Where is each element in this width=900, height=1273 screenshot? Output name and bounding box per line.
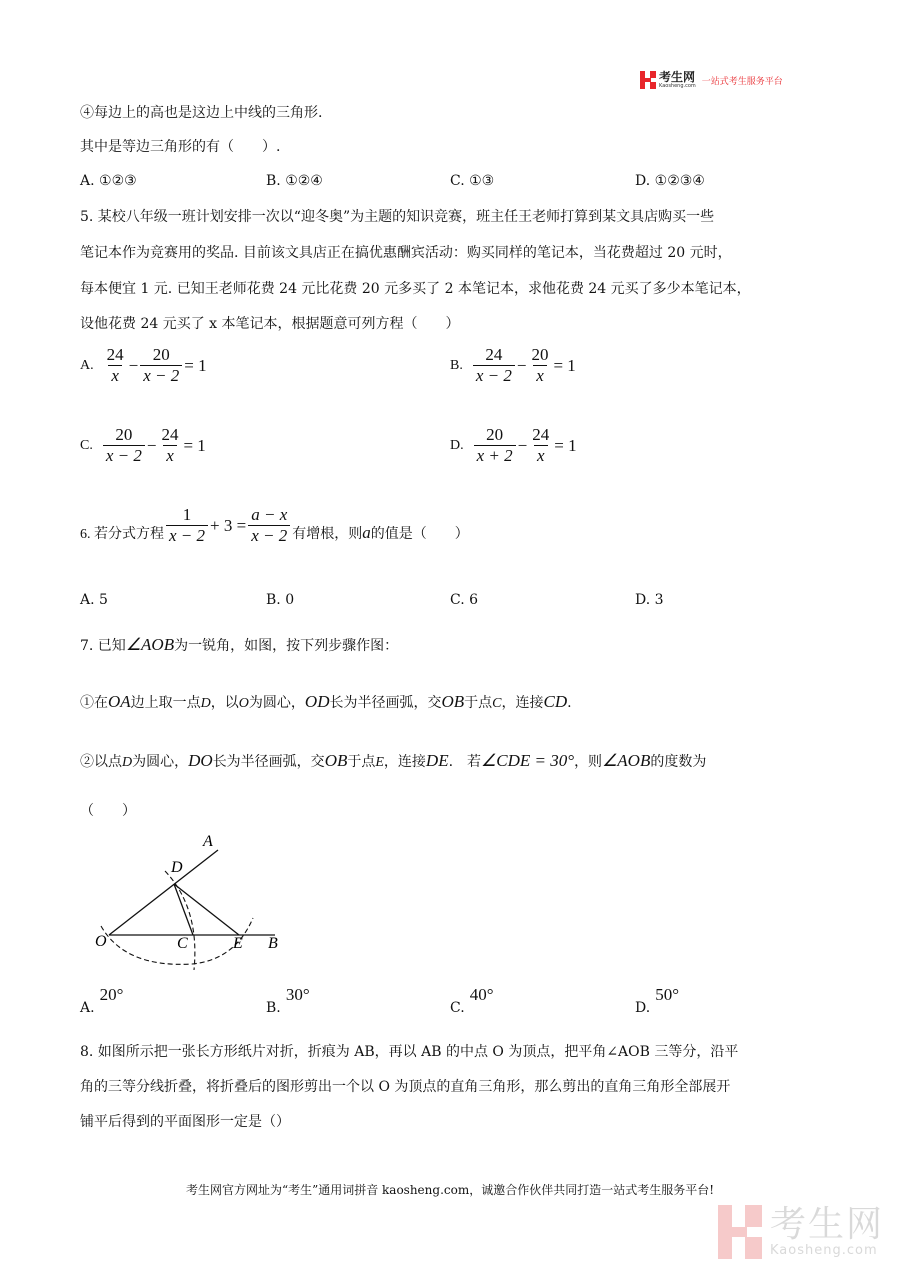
numerator: 24 [161,425,179,444]
q6-var: a [362,523,371,542]
text: . 若 [448,754,482,770]
denominator: x [533,365,547,386]
option-text: 50° [655,985,680,1004]
logo-slogan: 一站式考生服务平台 [701,76,783,87]
q5-line-4: 设他花费 24 元买了 x 本笔记本，根据题意可列方程（ ） [80,316,460,332]
denominator: x − 2 [166,525,208,546]
q8-line-2: 角的三等分线折叠，将折叠后的图形剪出一个以 O 为顶点的直角三角形，那么剪出的直角三角形全部展开 [80,1079,731,1095]
option-label: B. [450,357,463,373]
text: . [567,695,572,711]
numerator: 24 [532,425,550,444]
operator: − [516,355,527,375]
math: D [200,696,211,711]
option-label: A. [80,173,95,189]
math: E [375,755,384,770]
operator: + 3 = [210,515,247,535]
fraction [158,425,181,466]
option-label: C. [80,437,93,453]
q7-option-d[interactable] [635,985,680,1016]
numerator: 20 [531,345,549,364]
option-text: ①③ [469,173,495,189]
label-d: D [171,859,183,876]
denominator: x − 2 [248,525,290,546]
operator: − [128,355,139,375]
math: O [238,696,249,711]
denominator: x − 2 [103,445,145,466]
q7-option-a[interactable] [80,985,124,1016]
denominator: x [534,445,548,466]
option-label: B. [266,1000,281,1016]
option-text: 40° [469,985,494,1004]
math: CD [543,692,568,711]
option-label: D. [635,173,651,189]
label-c: C [177,935,188,952]
fraction [248,505,290,546]
q7-figure [85,828,300,973]
denominator: x [108,365,122,386]
option-label: D. [635,1000,651,1016]
footer-text: 考生网官方网址为“考生”通用词拼音 kaosheng.com，诚邀合作伙伴共同打造一站式考生服务平台! [185,1183,715,1197]
q6-suffix [292,524,469,544]
rhs: = 1 [183,435,206,455]
text: ①在 [80,695,108,711]
watermark-name: 考生网 [770,1204,885,1245]
q6-option-c[interactable] [450,591,478,609]
text: 为圆心， [248,695,305,711]
text: 为圆心， [132,754,189,770]
label-e: E [233,935,243,952]
q8-line-3: 铺平后得到的平面图形一定是（） [80,1114,290,1130]
q5-line-2: 笔记本作为竞赛用的奖品. 目前该文具店正在搞优惠酬宾活动：购买同样的笔记本，当花费超过 20 元时， [80,245,732,261]
q7-line-1 [80,636,398,655]
numerator: a − x [251,505,288,524]
math: DE [425,751,449,770]
kaosheng-watermark-icon [718,1205,762,1259]
q4-option-d[interactable] [635,172,705,190]
denominator: x − 2 [140,365,182,386]
math: ∠AOB [602,751,651,770]
text: 长为半径画弧，交 [212,754,325,770]
text: 于点 [347,754,376,770]
math: OB [324,751,348,770]
rhs: = 1 [554,435,577,455]
operator: − [146,435,157,455]
logo-name: 考生网 [659,70,696,84]
numerator: 24 [485,345,503,364]
q6-option-b[interactable] [266,591,294,609]
numerator: 24 [106,345,124,364]
rhs: = 1 [553,355,576,375]
fraction [474,425,516,466]
q7-text: 7. 已知 [80,638,126,654]
option-text: ①②③ [99,173,137,189]
math: OD [304,692,330,711]
numerator: 1 [182,505,192,524]
q6-prefix: 6. 若分式方程 [80,527,164,542]
q4-option-b[interactable] [266,172,323,190]
q6-stem [80,505,469,546]
q6-option-a[interactable] [80,591,108,609]
math: ∠CDE = 30° [481,751,575,770]
q4-item4: ④每边上的高也是这边上中线的三角形. [80,105,323,121]
label-a: A [203,833,213,850]
label-o: O [95,933,107,950]
rhs: = 1 [184,355,207,375]
text: 边上取一点 [130,695,201,711]
q7-option-b[interactable] [266,985,310,1016]
text: ，连接 [383,754,426,770]
option-text: 0 [285,592,295,608]
q7-step-2 [80,752,706,772]
fraction [103,425,145,466]
logo-domain: Kaosheng.com [659,83,696,89]
math: OA [108,692,131,711]
kaosheng-logo-icon [640,71,656,89]
q6-option-d[interactable] [635,591,664,609]
numerator: 20 [115,425,133,444]
option-label: D. [635,592,651,608]
option-text: ①②③④ [654,173,705,189]
watermark [718,1205,884,1259]
q5-line-3: 每本便宜 1 元. 已知王老师花费 24 元比花费 20 元多买了 2 本笔记本，求他花费 24 元买了多少本笔记本， [80,281,751,297]
q4-option-a[interactable] [80,172,137,190]
option-text: 20° [99,985,124,1004]
q5-option-d[interactable] [450,425,577,466]
ray-oa [109,850,218,935]
fraction [529,425,552,466]
arc-center-o [165,871,195,970]
operator: − [517,435,528,455]
q7-math: ∠AOB [125,635,175,654]
option-label: A. [80,592,95,608]
label-b: B [268,935,278,952]
text: ，以 [210,695,239,711]
fraction [528,345,551,386]
option-text: 6 [469,592,479,608]
option-label: D. [450,437,464,453]
numerator: 20 [486,425,504,444]
option-label: C. [450,592,465,608]
q5-option-b[interactable] [450,345,576,386]
text: ，则 [574,754,603,770]
text: 长为半径画弧，交 [329,695,442,711]
q7-step-1 [80,693,572,713]
option-label: B. [266,592,281,608]
option-label: B. [266,173,281,189]
option-label: A. [80,357,94,373]
math: OB [441,692,465,711]
fraction [473,345,515,386]
option-label: C. [450,1000,465,1016]
numerator: 20 [152,345,170,364]
math: DO [188,751,213,770]
math: D [122,755,133,770]
q7-text: 为一锐角，如图，按下列步骤作图： [174,638,399,654]
q4-option-c[interactable] [450,172,494,190]
denominator: x − 2 [473,365,515,386]
text: ，连接 [501,695,544,711]
fraction [104,345,127,386]
text: ②以点 [80,754,122,770]
header-logo [640,71,783,89]
fraction [140,345,182,386]
fraction [166,505,208,546]
option-text: 3 [654,592,664,608]
option-text: 30° [285,985,310,1004]
q5-option-a[interactable] [80,345,207,386]
option-label: C. [450,173,465,189]
q6-suffix-1: 有增根，则 [292,527,363,542]
text: 于点 [464,695,493,711]
q4-stem: 其中是等边三角形的有（ ）. [80,139,281,155]
denominator: x + 2 [474,445,516,466]
q5-option-c[interactable] [80,425,206,466]
q7-blank: （ ） [80,803,136,819]
option-text: 5 [99,592,108,608]
text: 的度数为 [650,754,707,770]
q8-line-1: 8. 如图所示把一张长方形纸片对折，折痕为 AB，再以 AB 的中点 O 为顶点，把平角∠AOB 三等分，沿平 [80,1044,739,1060]
option-label: A. [80,1000,95,1016]
q6-suffix-2: 的值是（ ） [370,527,469,542]
q5-line-1: 5. 某校八年级一班计划安排一次以“迎冬奥”为主题的知识竞赛，班主任王老师打算到某文具店购买一些 [80,209,715,225]
denominator: x [163,445,177,466]
q7-option-c[interactable] [450,985,494,1016]
option-text: ①②④ [285,173,323,189]
watermark-domain: Kaosheng.com [770,1243,878,1258]
math: C [492,696,502,711]
